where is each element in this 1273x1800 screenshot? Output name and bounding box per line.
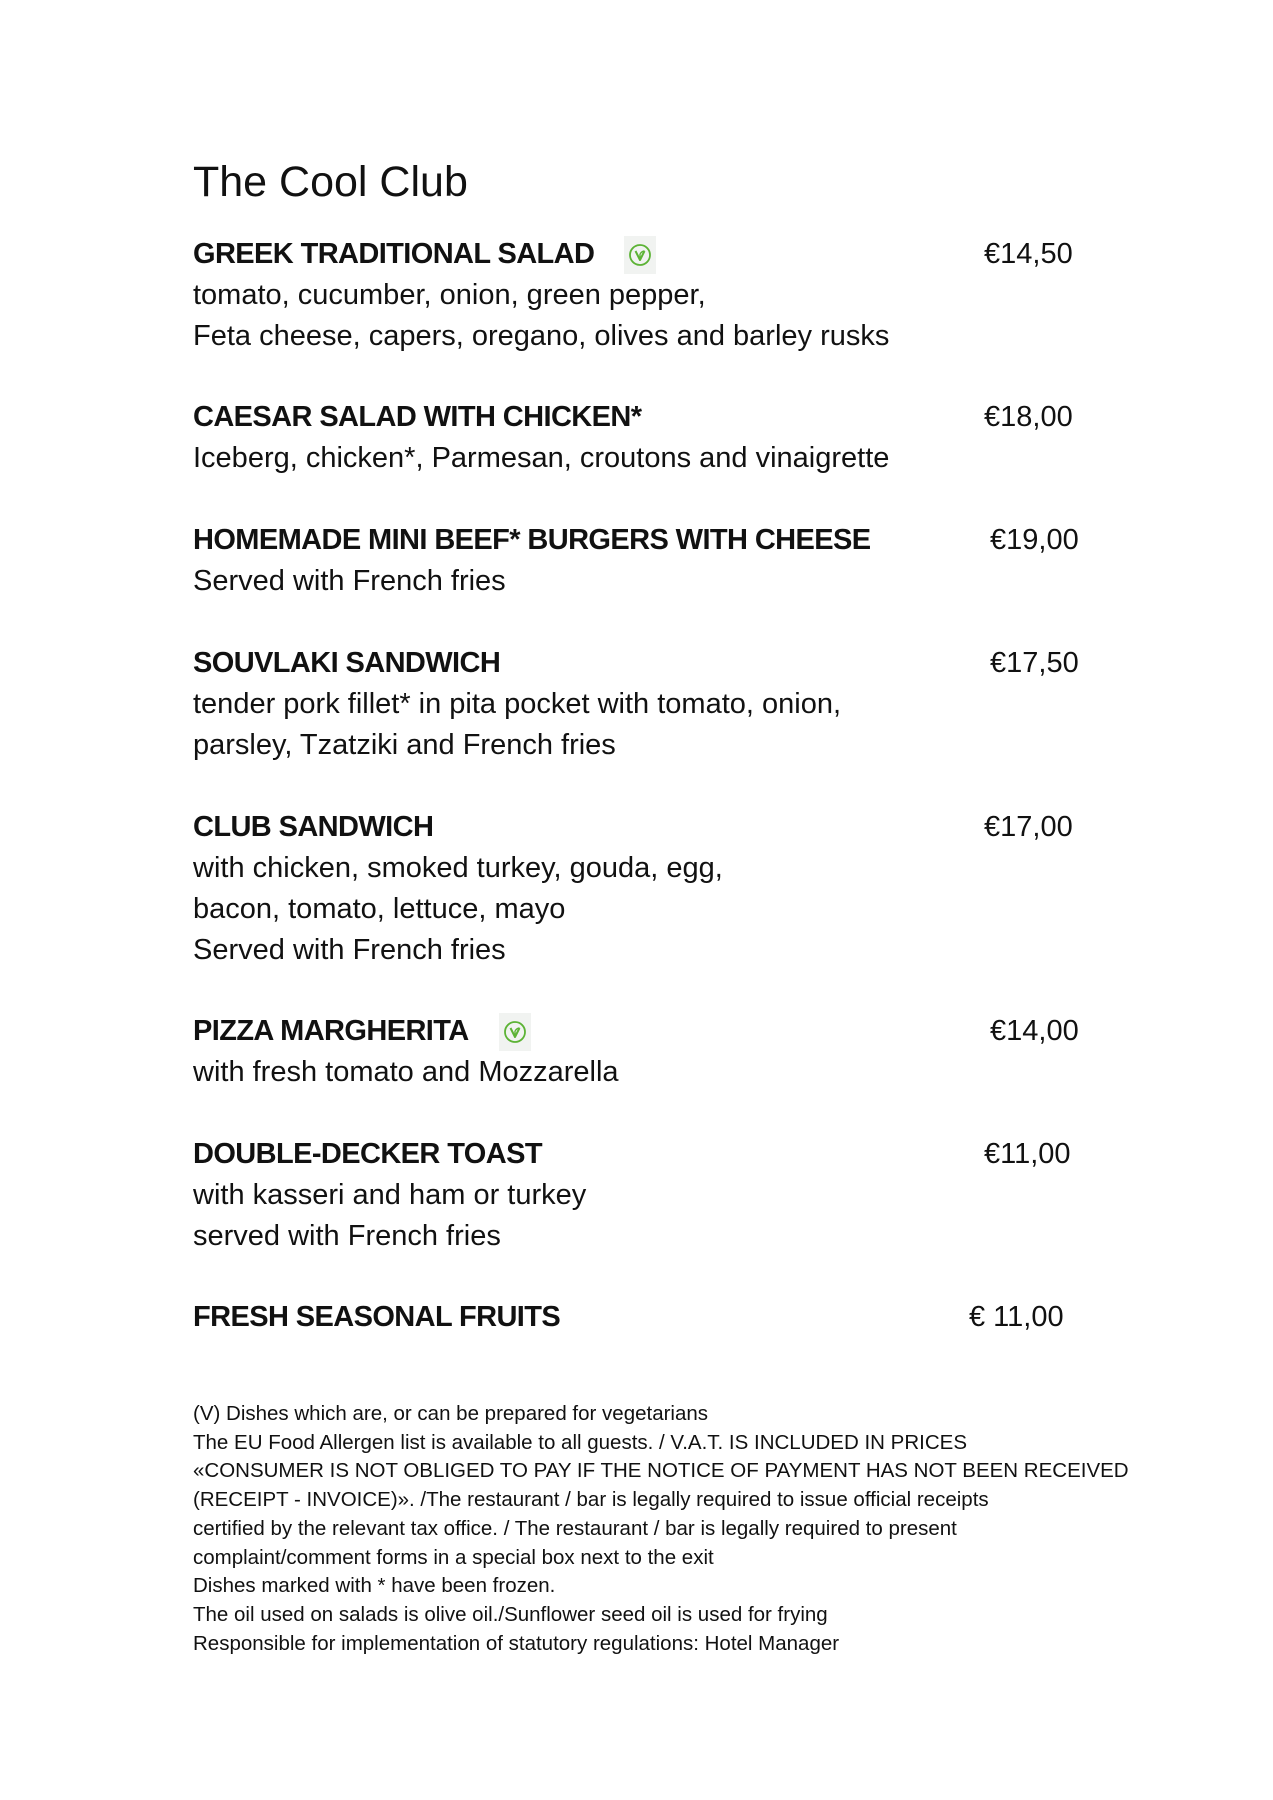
footer-line: The oil used on salads is olive oil./Sunflower seed oil is used for frying [193,1602,828,1626]
item-description-line: with fresh tomato and Mozzarella [193,1056,619,1088]
menu-item [193,807,1093,971]
menu-title: The Cool Club [193,158,468,206]
item-name: PIZZA MARGHERITA [193,1015,469,1047]
item-name: CLUB SANDWICH [193,811,434,843]
item-description-line: Iceberg, chicken*, Parmesan, croutons and vinaigrette [193,442,890,474]
item-price: € 11,00 [969,1301,1064,1333]
item-price: €14,50 [984,238,1073,270]
item-name: DOUBLE-DECKER TOAST [193,1138,542,1170]
menu-item [193,520,1093,602]
menu-item [193,1297,1093,1338]
item-name: SOUVLAKI SANDWICH [193,647,501,679]
vegetarian-leaf-icon [499,1013,531,1051]
item-description-line: tomato, cucumber, onion, green pepper, [193,279,706,311]
item-description-line: Served with French fries [193,565,506,597]
footer-line: (V) Dishes which are, or can be prepared for vegetarians [193,1402,709,1425]
menu-item [193,643,1093,766]
item-description-line: parsley, Tzatziki and French fries [193,729,616,761]
footer-line: (RECEIPT - INVOICE)». /The restaurant / bar is legally required to issue official receipts [193,1488,989,1512]
item-price: €14,00 [990,1015,1079,1047]
item-name: HOMEMADE MINI BEEF* BURGERS WITH CHEESE [193,524,871,556]
item-price: €18,00 [984,401,1073,433]
item-description-line: Feta cheese, capers, oregano, olives and barley rusks [193,320,890,352]
item-description-line: bacon, tomato, lettuce, mayo [193,893,566,925]
footer-line: Dishes marked with * have been frozen. [193,1574,556,1598]
footer-line: The EU Food Allergen list is available to all guests. / V.A.T. IS INCLUDED IN PRICES [193,1430,968,1454]
footer-line: «CONSUMER IS NOT OBLIGED TO PAY IF THE NOTICE OF PAYMENT HAS NOT BEEN RECEIVED [193,1459,1129,1483]
item-price: €11,00 [984,1138,1071,1170]
item-description-line: Served with French fries [193,934,506,966]
item-name: CAESAR SALAD WITH CHICKEN* [193,401,642,433]
item-description-line: with chicken, smoked turkey, gouda, egg, [193,852,723,884]
vegetarian-leaf-icon [624,236,656,274]
item-name: FRESH SEASONAL FRUITS [193,1301,561,1333]
item-description-line: tender pork fillet* in pita pocket with tomato, onion, [193,688,842,720]
footer-line: certified by the relevant tax office. / The restaurant / bar is legally required to present [193,1516,957,1540]
item-price: €17,50 [990,647,1079,679]
item-description-line: served with French fries [193,1220,501,1252]
menu-item [193,397,1093,479]
footer-notes [193,1400,1129,1658]
menu-item [193,1134,1093,1257]
item-name: GREEK TRADITIONAL SALAD [193,238,595,270]
item-price: €17,00 [984,811,1073,843]
item-description-line: with kasseri and ham or turkey [193,1179,587,1211]
footer-line: complaint/comment forms in a special box next to the exit [193,1545,714,1569]
footer-line: Responsible for implementation of statutory regulations: Hotel Manager [193,1631,840,1655]
menu-item [193,234,1093,357]
item-price: €19,00 [990,524,1079,556]
menu-item [193,1011,1093,1093]
